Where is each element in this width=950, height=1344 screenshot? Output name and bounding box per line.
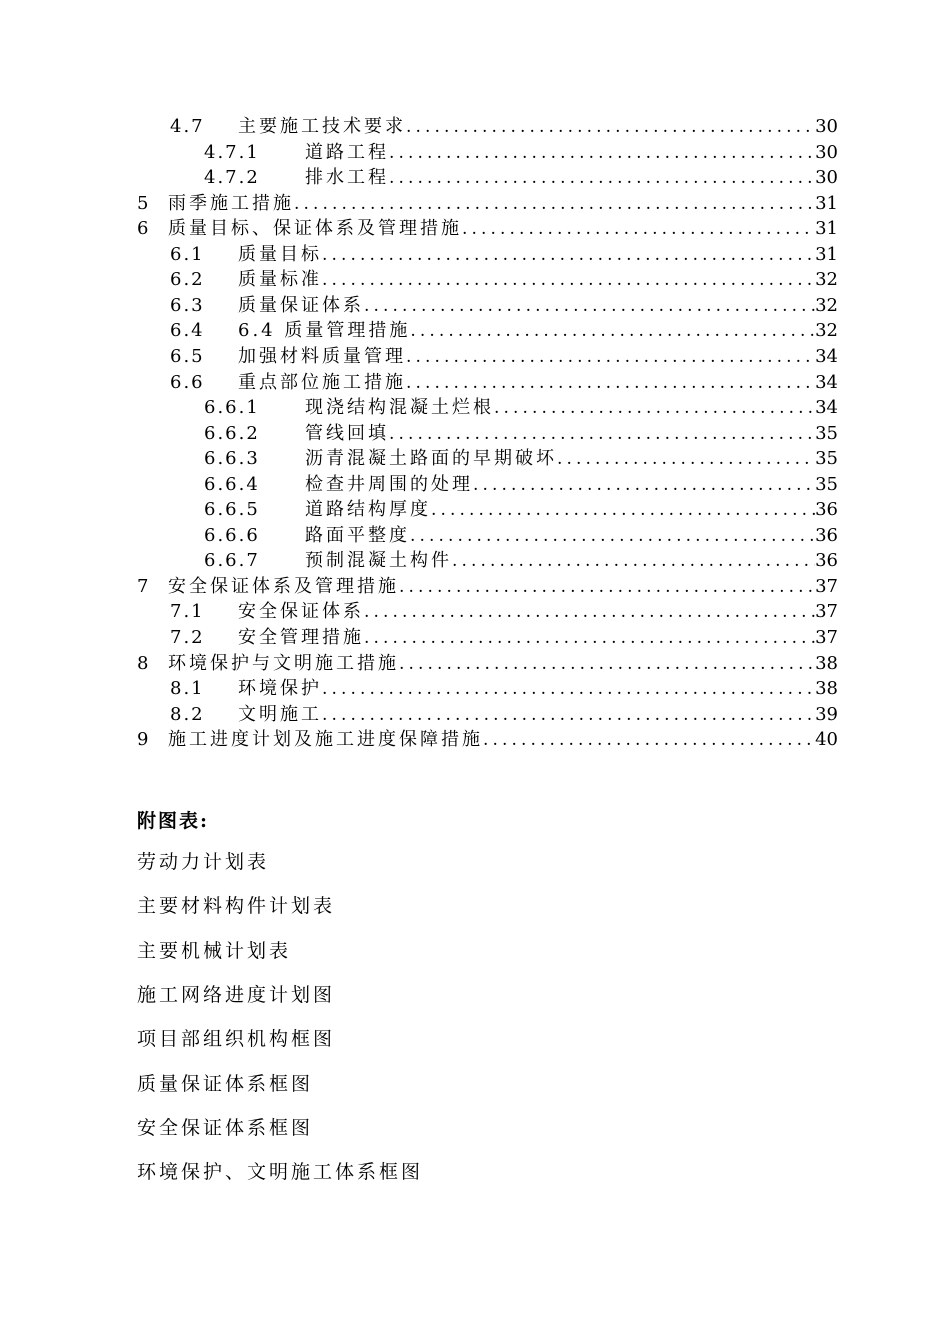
toc-entry-page-number: 34 — [815, 345, 838, 367]
toc-entry-title: 管线回填 — [305, 422, 389, 444]
toc-entry-number: 6.1 — [170, 243, 205, 265]
toc-entry-line — [238, 293, 838, 320]
toc-entry-title: 现浇结构混凝土烂根 — [305, 397, 494, 419]
toc-entry-page-number: 32 — [815, 269, 838, 291]
toc-entry-title: 沥青混凝土路面的早期破坏 — [305, 448, 557, 470]
toc-entry-line — [238, 114, 838, 141]
toc-dot-leader — [406, 371, 815, 397]
toc-entry-page-number: 35 — [815, 448, 838, 470]
toc-entry-line — [238, 267, 838, 294]
toc-entry[interactable] — [0, 472, 838, 498]
toc-entry[interactable] — [0, 548, 838, 574]
toc-entry[interactable] — [0, 267, 838, 293]
toc-entry-line — [238, 370, 838, 397]
toc-dot-leader — [557, 447, 815, 473]
toc-entry-page-number: 34 — [815, 371, 838, 393]
toc-entry-page-number: 31 — [815, 243, 838, 265]
toc-entry-page-number: 31 — [815, 192, 838, 214]
toc-entry-page-number: 30 — [815, 141, 838, 163]
toc-entry-title: 预制混凝土构件 — [305, 550, 452, 572]
toc-entry-title: 加强材料质量管理 — [238, 345, 406, 367]
toc-entry-number: 7 — [137, 575, 151, 597]
appendix-item: 主要机械计划表 — [137, 939, 292, 962]
toc-entry-line — [305, 395, 838, 422]
toc-entry-page-number: 36 — [815, 499, 838, 521]
toc-entry-line — [168, 651, 838, 678]
toc-entry-number: 8.2 — [170, 703, 205, 725]
toc-entry-number: 6.6.6 — [204, 524, 260, 546]
toc-entry-page-number: 39 — [815, 703, 838, 725]
toc-entry-line — [238, 625, 838, 652]
toc-entry-title: 施工进度计划及施工进度保障措施 — [168, 729, 483, 751]
toc-entry-number: 6.4 — [170, 320, 205, 342]
toc-entry-number: 4.7.2 — [204, 167, 260, 189]
toc-entry[interactable] — [0, 140, 838, 166]
toc-entry-line — [305, 140, 838, 167]
toc-entry-page-number: 37 — [815, 601, 838, 623]
toc-entry[interactable] — [0, 344, 838, 370]
toc-entry-line — [305, 548, 838, 575]
toc-entry-line — [168, 727, 838, 754]
toc-entry-title: 质量保证体系 — [238, 294, 364, 316]
toc-entry-number: 6.6.3 — [204, 448, 260, 470]
toc-dot-leader — [399, 652, 815, 678]
toc-entry-number: 4.7 — [170, 116, 205, 137]
toc-dot-leader — [494, 396, 815, 422]
toc-entry-line — [168, 191, 838, 218]
appendix-item: 施工网络进度计划图 — [137, 983, 336, 1006]
toc-entry-page-number: 38 — [815, 652, 838, 674]
appendix-item: 质量保证体系框图 — [137, 1072, 314, 1095]
toc-entry-line — [238, 318, 838, 345]
toc-entry-title: 安全保证体系 — [238, 601, 364, 623]
toc-entry-number: 5 — [137, 192, 151, 214]
toc-entry-title: 质量目标、保证体系及管理措施 — [168, 218, 462, 240]
toc-entry-title: 检查井周围的处理 — [305, 473, 473, 495]
toc-dot-leader — [322, 243, 815, 269]
toc-entry[interactable] — [0, 165, 838, 191]
toc-entry-line — [238, 676, 838, 703]
toc-entry-page-number: 32 — [815, 294, 838, 316]
toc-entry-number: 6.2 — [170, 269, 205, 291]
toc-dot-leader — [462, 217, 815, 243]
toc-entry-title: 道路工程 — [305, 141, 389, 163]
toc-entry-page-number: 35 — [815, 422, 838, 444]
toc-dot-leader — [364, 294, 815, 320]
toc-entry-title: 质量目标 — [238, 243, 322, 265]
toc-entry-line — [305, 446, 838, 473]
appendix-heading: 附图表: — [137, 810, 210, 832]
toc-dot-leader — [322, 677, 815, 703]
toc-entry[interactable] — [0, 114, 838, 140]
toc-dot-leader — [483, 728, 815, 754]
toc-entry-title: 重点部位施工措施 — [238, 371, 406, 393]
toc-entry[interactable] — [0, 651, 838, 677]
toc-entry-page-number: 38 — [815, 678, 838, 700]
toc-entry-number: 6.6.4 — [204, 473, 260, 495]
toc-entry-title: 主要施工技术要求 — [238, 116, 406, 137]
toc-entry-number: 7.2 — [170, 627, 205, 648]
toc-entry-number: 6.5 — [170, 345, 205, 367]
toc-entry-line — [168, 574, 838, 601]
toc-dot-leader — [399, 575, 815, 601]
toc-entry-title: 路面平整度 — [305, 524, 410, 546]
toc-entry[interactable] — [0, 446, 838, 472]
toc-entry[interactable] — [0, 370, 838, 396]
toc-dot-leader — [473, 473, 815, 499]
toc-entry-title: 安全管理措施 — [238, 627, 364, 648]
toc-entry-title: 雨季施工措施 — [168, 192, 294, 214]
toc-entry[interactable] — [0, 625, 838, 651]
toc-entry-line — [305, 497, 838, 524]
toc-dot-leader — [406, 345, 815, 371]
toc-entry-page-number: 34 — [815, 397, 838, 419]
toc-entry-number: 6.6.5 — [204, 499, 260, 521]
toc-entry[interactable] — [0, 318, 838, 344]
toc-entry[interactable] — [0, 574, 838, 600]
appendix-item: 安全保证体系框图 — [137, 1116, 314, 1139]
toc-dot-leader — [410, 524, 815, 550]
appendix-item: 劳动力计划表 — [137, 851, 270, 873]
toc-entry[interactable] — [0, 702, 838, 728]
toc-entry-title: 环境保护与文明施工措施 — [168, 652, 399, 674]
toc-entry-page-number: 40 — [815, 729, 838, 751]
toc-entry-line — [238, 702, 838, 729]
toc-entry-page-number: 32 — [815, 320, 838, 342]
toc-entry-page-number: 36 — [815, 550, 838, 572]
toc-entry-line — [305, 523, 838, 550]
toc-entry[interactable] — [0, 242, 838, 268]
toc-entry-title: 安全保证体系及管理措施 — [168, 575, 399, 597]
toc-entry[interactable] — [0, 523, 838, 549]
toc-entry-title: 环境保护 — [238, 678, 322, 700]
toc-entry-line — [168, 216, 838, 243]
toc-dot-leader — [294, 192, 815, 218]
toc-entry[interactable] — [0, 727, 838, 753]
toc-dot-leader — [452, 549, 815, 575]
toc-entry-number: 6.6.7 — [204, 550, 260, 572]
toc-dot-leader — [389, 141, 815, 167]
appendix-item: 主要材料构件计划表 — [137, 895, 336, 918]
toc-entry[interactable] — [0, 191, 838, 217]
toc-entry-number: 6 — [137, 218, 151, 240]
toc-entry-page-number: 36 — [815, 524, 838, 546]
toc-entry[interactable] — [0, 676, 838, 702]
toc-entry-page-number: 30 — [815, 167, 838, 189]
toc-entry[interactable] — [0, 216, 838, 242]
toc-entry-title: 质量标准 — [238, 269, 322, 291]
toc-entry-number: 6.6.1 — [204, 397, 260, 419]
toc-entry-line — [305, 421, 838, 448]
toc-entry[interactable] — [0, 293, 838, 319]
toc-entry-number: 8 — [137, 652, 151, 674]
toc-entry-number: 8.1 — [170, 678, 205, 700]
toc-dot-leader — [322, 268, 815, 294]
toc-entry[interactable] — [0, 497, 838, 523]
toc-dot-leader — [389, 166, 815, 192]
toc-dot-leader — [364, 626, 815, 652]
toc-dot-leader — [410, 319, 815, 345]
toc-entry[interactable] — [0, 599, 838, 625]
appendix-item: 环境保护、文明施工体系框图 — [137, 1161, 424, 1184]
appendix-item: 项目部组织机构框图 — [137, 1028, 336, 1051]
toc-entry-title: 道路结构厚度 — [305, 499, 431, 521]
toc-entry-number: 6.3 — [170, 294, 205, 316]
toc-entry-number: 7.1 — [170, 601, 205, 623]
toc-entry-number: 9 — [137, 729, 151, 751]
toc-entry-page-number: 30 — [815, 116, 838, 137]
toc-entry-line — [238, 599, 838, 626]
toc-entry-number: 4.7.1 — [204, 141, 260, 163]
toc-entry-number: 6.6.2 — [204, 422, 260, 444]
toc-entry-page-number: 31 — [815, 218, 838, 240]
toc-entry[interactable] — [0, 421, 838, 447]
toc-entry-page-number: 37 — [815, 575, 838, 597]
toc-dot-leader — [364, 600, 815, 626]
toc-dot-leader — [389, 422, 815, 448]
toc-entry-title: 排水工程 — [305, 167, 389, 189]
toc-entry[interactable] — [0, 395, 838, 421]
toc-entry-line — [305, 165, 838, 192]
toc-entry-page-number: 37 — [815, 627, 838, 648]
toc-entry-title: 6.4 质量管理措施 — [238, 320, 411, 342]
toc-entry-line — [238, 344, 838, 371]
toc-dot-leader — [406, 115, 815, 141]
toc-entry-page-number: 35 — [815, 473, 838, 495]
toc-entry-number: 6.6 — [170, 371, 205, 393]
toc-entry-line — [305, 472, 838, 499]
toc-dot-leader — [431, 498, 815, 524]
toc-entry-title: 文明施工 — [238, 703, 322, 725]
toc-dot-leader — [322, 703, 815, 729]
toc-entry-line — [238, 242, 838, 269]
